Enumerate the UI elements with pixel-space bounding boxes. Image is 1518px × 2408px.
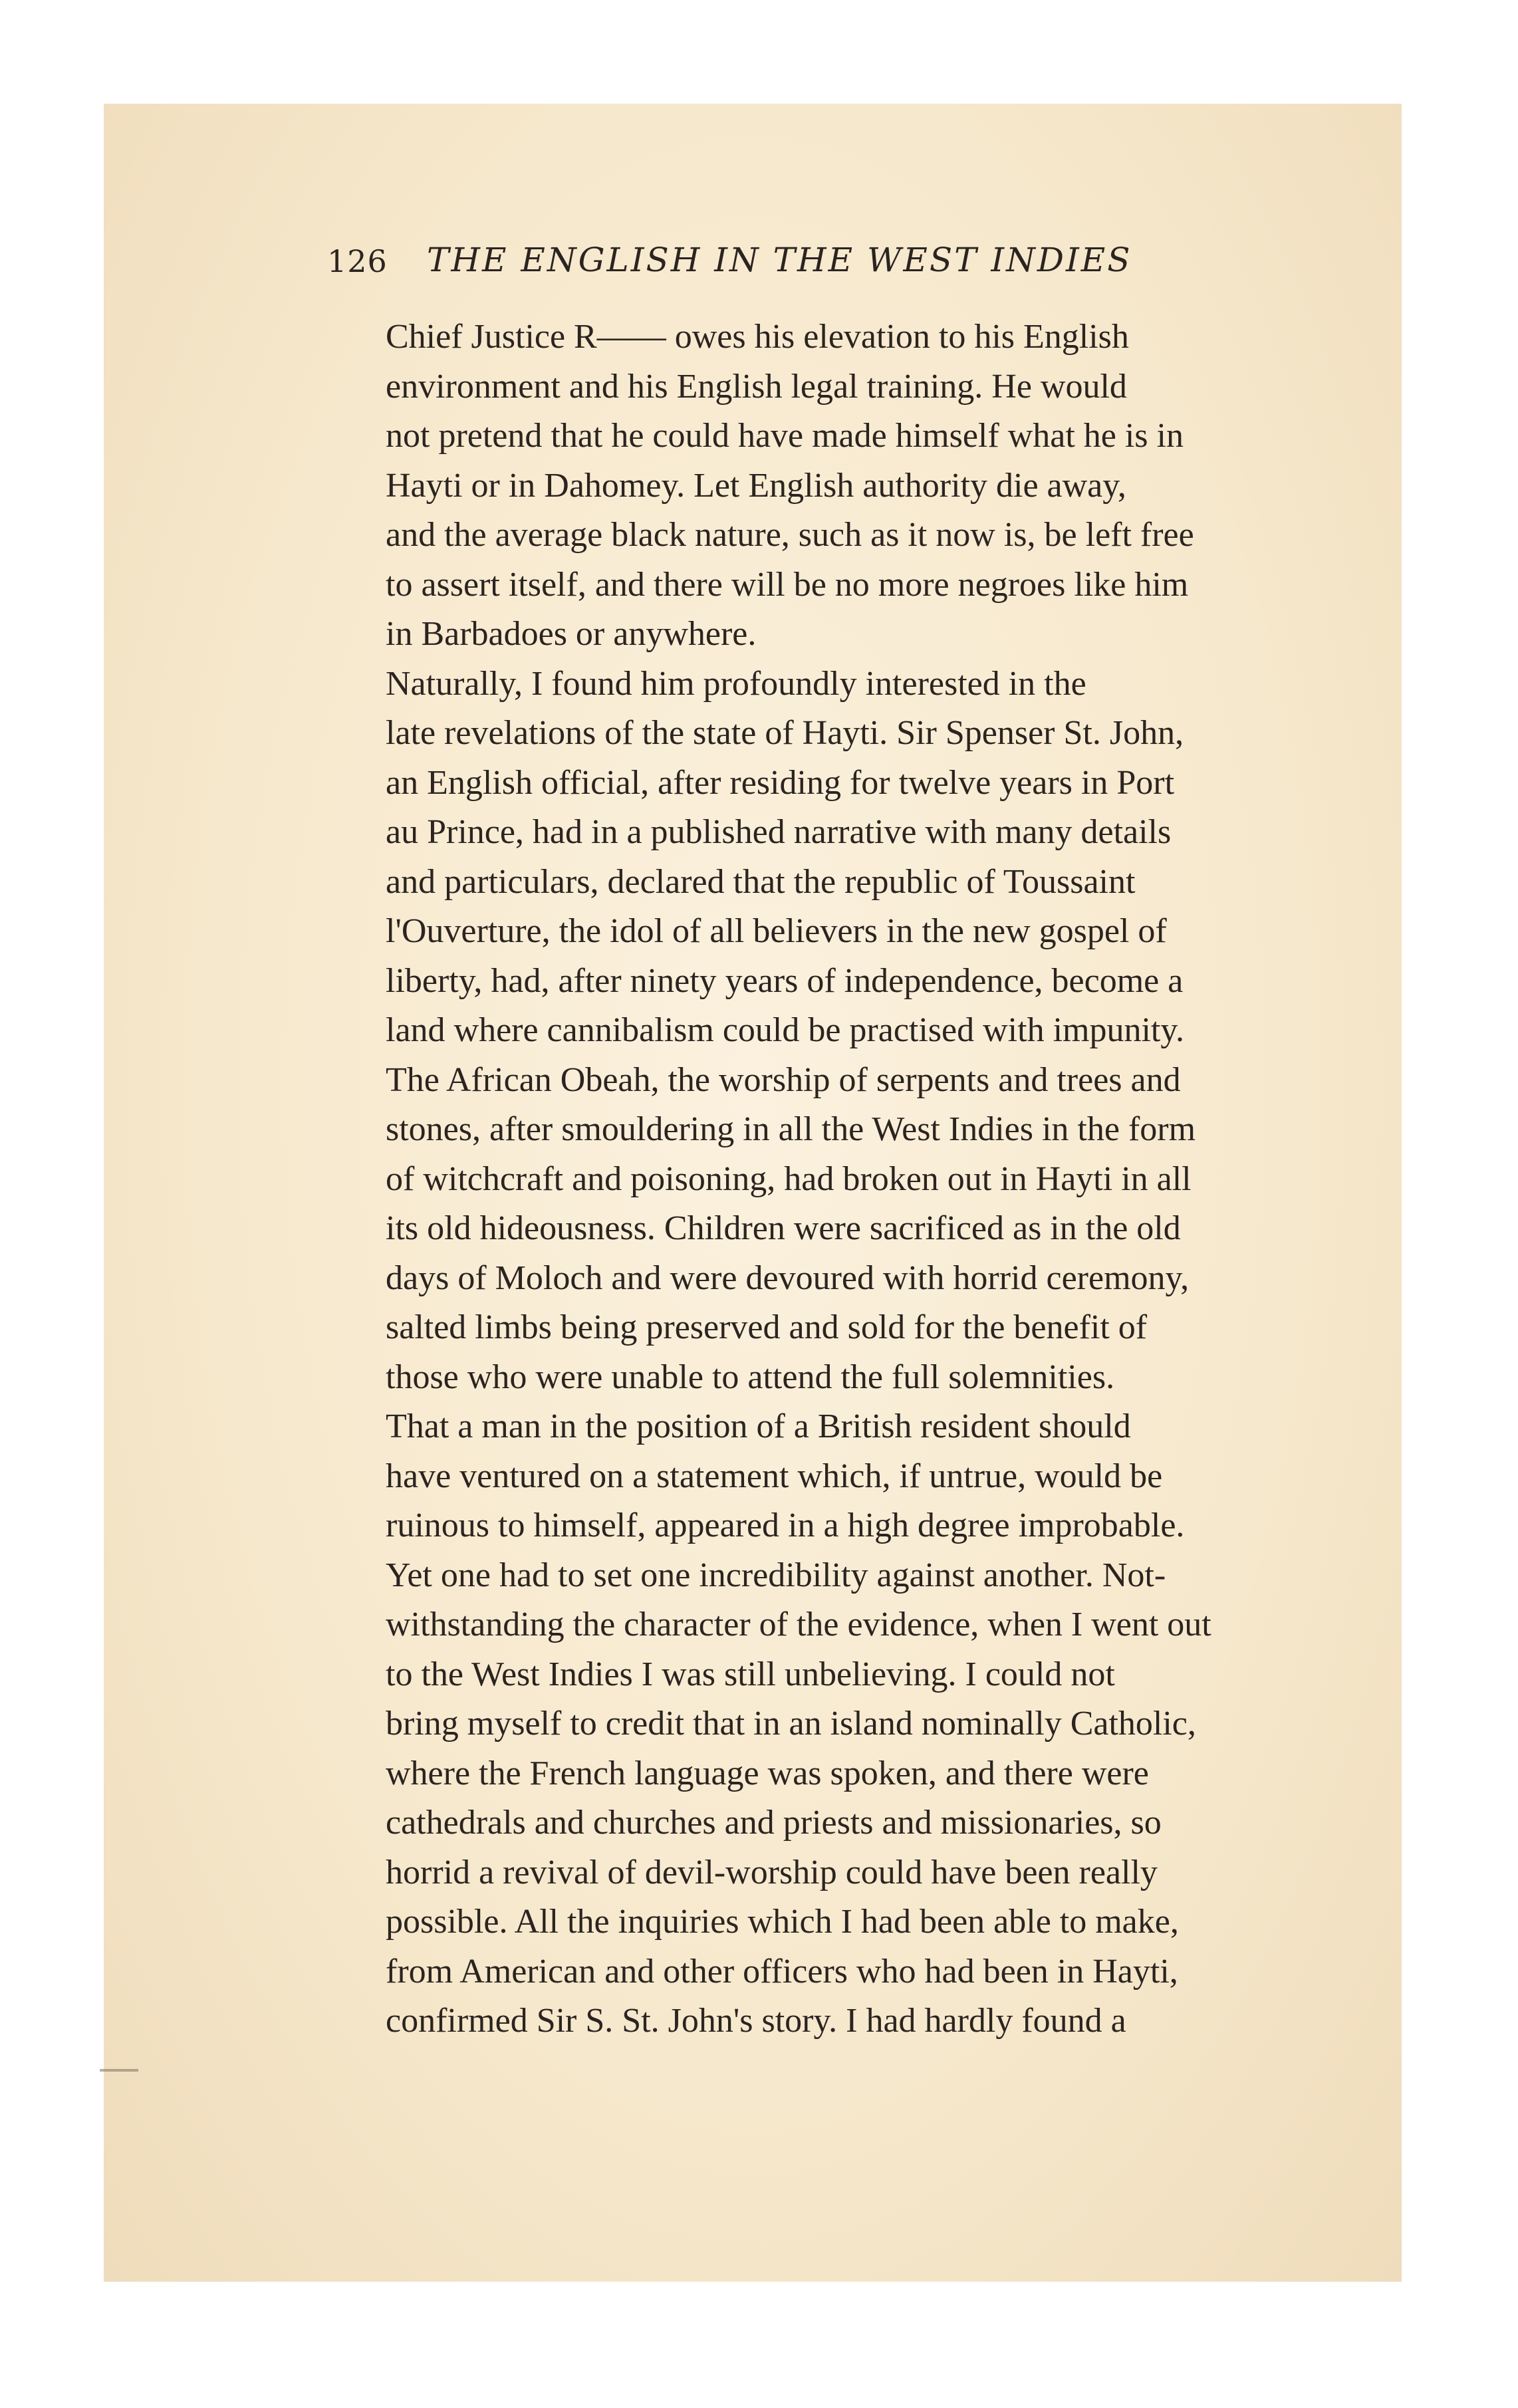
text-line: That a man in the position of a British resident should [386, 1407, 1131, 1445]
text-line: au Prince, had in a published narrative with many details [386, 813, 1172, 851]
text-line: horrid a revival of devil-worship could have been really [386, 1853, 1158, 1891]
text-line: have ventured on a statement which, if untrue, would be [386, 1457, 1163, 1495]
text-line: possible. All the inquiries which I had been able to make, [386, 1903, 1179, 1941]
text-line: cathedrals and churches and priests and missionaries, so [386, 1804, 1162, 1842]
text-line: where the French language was spoken, and there were [386, 1754, 1149, 1792]
text-line: those who were unable to attend the full solemnities. [386, 1358, 1115, 1396]
text-line: an English official, after residing for twelve years in Port [386, 763, 1175, 802]
text-line: from American and other officers who had been in Hayti, [386, 1952, 1178, 1990]
margin-mark [100, 2069, 138, 2072]
text-line: stones, after smouldering in all the West Indies in the form [386, 1110, 1196, 1148]
text-line: of witchcraft and poisoning, had broken out in Hayti in all [386, 1159, 1192, 1198]
paragraph-3 [327, 1402, 1299, 2046]
text-line: and particulars, declared that the republic of Toussaint [386, 862, 1136, 901]
text-line: ruinous to himself, appeared in a high degree improbable. [386, 1506, 1185, 1544]
text-line: late revelations of the state of Hayti. Sir Spenser St. John, [386, 714, 1184, 752]
text-line: environment and his English legal training. He would [386, 367, 1127, 406]
text-line: days of Moloch and were devoured with horrid ceremony, [386, 1259, 1190, 1297]
text-line: liberty, had, after ninety years of independence, become a [386, 961, 1184, 1000]
text-line: l'Ouverture, the idol of all believers in the new gospel of [386, 912, 1167, 950]
text-line: land where cannibalism could be practised with impunity. [386, 1011, 1184, 1049]
page-number: 126 [327, 243, 388, 279]
running-title: THE ENGLISH IN THE WEST INDIES [427, 241, 1132, 279]
text-line: not pretend that he could have made himself what he is in [386, 417, 1184, 455]
text-line: salted limbs being preserved and sold for the benefit of [386, 1308, 1148, 1346]
text-line: in Barbadoes or anywhere. [386, 615, 757, 653]
text-line: to assert itself, and there will be no more negroes like him [386, 565, 1189, 604]
text-line: Yet one had to set one incredibility against another. Not- [386, 1556, 1166, 1594]
text-line: Chief Justice R—— owes his elevation to his English [386, 318, 1129, 356]
text-line: and the average black nature, such as it now is, be left free [386, 516, 1194, 554]
page-header [327, 241, 1285, 287]
text-line: Naturally, I found him profoundly interested in the [386, 664, 1086, 703]
text-line: withstanding the character of the evidence, when I went out [386, 1606, 1211, 1643]
text-line: bring myself to credit that in an island nominally Catholic, [386, 1705, 1196, 1743]
text-line: Hayti or in Dahomey. Let English authority die away, [386, 466, 1126, 505]
text-line: The African Obeah, the worship of serpents and trees and [386, 1060, 1181, 1099]
paragraph-2 [327, 660, 1299, 1403]
text-line: to the West Indies I was still unbelieving. I could not [386, 1655, 1115, 1693]
text-line: confirmed Sir S. St. John's story. I had hardly found a [386, 2002, 1126, 2040]
paragraph-1 [327, 312, 1299, 660]
body-text [327, 312, 1299, 2046]
text-line: its old hideousness. Children were sacrificed as in the old [386, 1209, 1181, 1247]
